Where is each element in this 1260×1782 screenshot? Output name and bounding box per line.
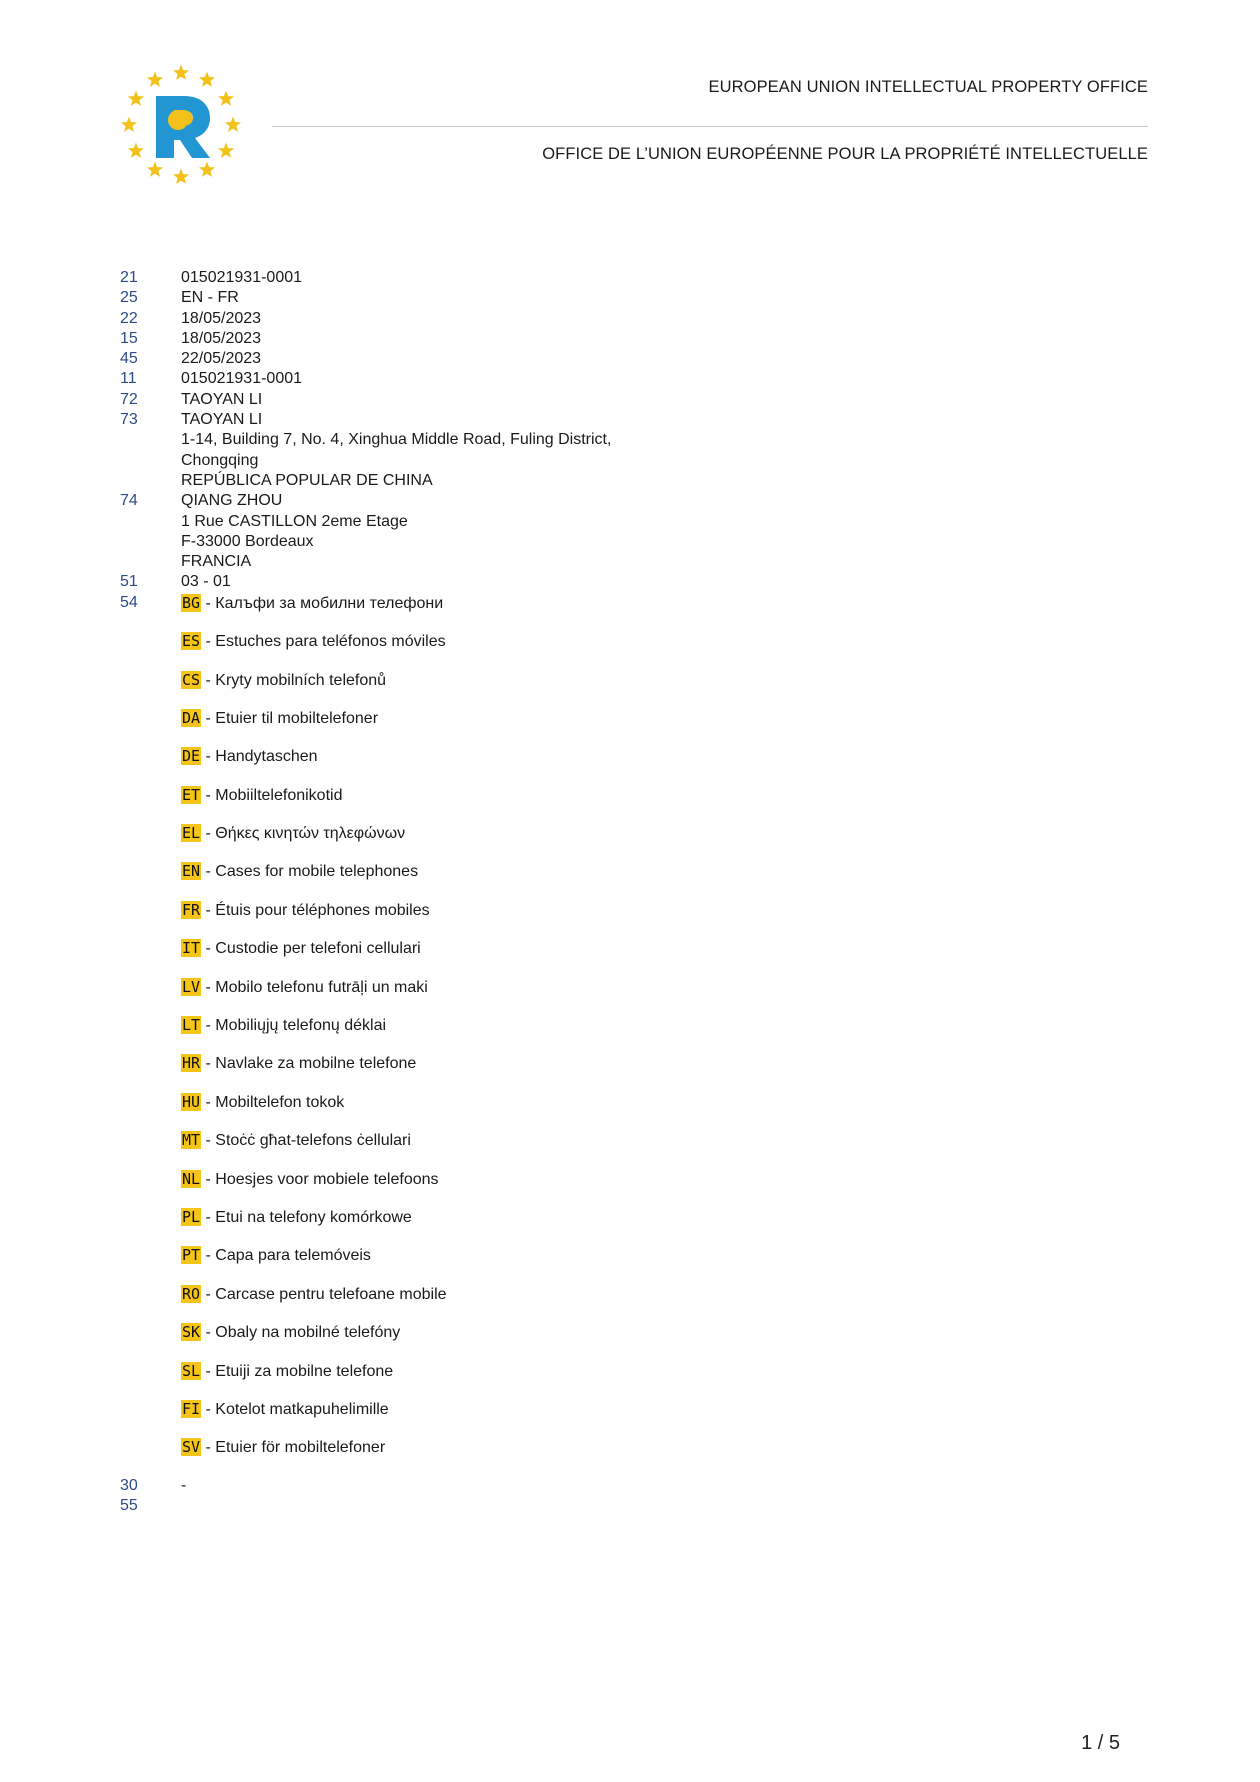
indication-section: [0, 593, 1260, 1458]
field-code: 54: [120, 593, 138, 611]
list-item: [181, 1361, 1260, 1399]
language-code-badge: SK: [182, 1323, 201, 1342]
field-value: 1-14, Building 7, No. 4, Xinghua Middle Road, Fuling District,: [181, 431, 612, 449]
field-code: 21: [120, 269, 138, 286]
field-row: [0, 572, 1260, 592]
language-code-badge: BG: [182, 593, 201, 612]
indication-text: Étuis pour téléphones mobiles: [215, 901, 430, 919]
list-item: [181, 861, 1260, 899]
separator: -: [201, 1285, 216, 1303]
list-item: [181, 1207, 1260, 1245]
field-value: 1 Rue CASTILLON 2eme Etage: [181, 512, 408, 530]
field-value: EN - FR: [181, 289, 239, 307]
field-row: [0, 329, 1260, 349]
field-value: REPÚBLICA POPULAR DE CHINA: [181, 471, 433, 489]
field-value: FRANCIA: [181, 553, 252, 571]
language-code-badge: FI: [182, 1399, 201, 1418]
field-row: [0, 268, 1260, 288]
field-row: [0, 309, 1260, 329]
language-code-badge: DA: [182, 708, 201, 727]
list-item: [181, 1015, 1260, 1053]
star-icon: [218, 143, 234, 158]
field-row: [0, 512, 1260, 532]
separator: -: [201, 1439, 216, 1457]
field-row: [0, 1476, 1260, 1496]
indication-text: Hoesjes voor mobiele telefoons: [215, 1170, 439, 1188]
field-code: 73: [120, 411, 138, 429]
indication-text: Mobiltelefon tokok: [215, 1093, 345, 1111]
indication-text: Mobiliųjų telefonų déklai: [215, 1017, 387, 1035]
separator: -: [201, 825, 216, 843]
field-row: [0, 410, 1260, 430]
star-icon: [199, 71, 215, 86]
field-value: F-33000 Bordeaux: [181, 532, 314, 550]
field-row: [0, 1496, 1260, 1516]
field-value: TAOYAN LI: [181, 390, 263, 408]
indication-text: Etuiji za mobilne telefone: [215, 1362, 394, 1380]
star-icon: [147, 162, 163, 177]
indication-text: Калъфи за мобилни телефони: [215, 594, 444, 612]
field-row: [0, 390, 1260, 410]
star-icon: [121, 117, 137, 132]
indication-text: Obaly na mobilné telefóny: [215, 1324, 401, 1342]
language-code-badge: HR: [182, 1054, 201, 1073]
star-icon: [147, 71, 163, 86]
indication-text: Etuier för mobiltelefoner: [215, 1439, 386, 1457]
field-row: [0, 491, 1260, 511]
indication-text: Cases for mobile telephones: [215, 863, 419, 881]
field-code: 45: [120, 350, 138, 368]
indication-text: Stoċċ għat-telefons ċellulari: [215, 1132, 411, 1150]
list-item: [181, 938, 1260, 976]
star-icon: [225, 117, 241, 132]
header-title-fr: OFFICE DE L’UNION EUROPÉENNE POUR LA PROPRIÉTÉ INTELLECTUELLE: [542, 145, 1148, 163]
indication-list: [181, 593, 1260, 1458]
list-item: [181, 1053, 1260, 1091]
separator: -: [201, 1362, 216, 1380]
separator: -: [201, 594, 216, 612]
star-icon: [199, 162, 215, 177]
list-item: [181, 631, 1260, 669]
field-value: 22/05/2023: [181, 350, 262, 368]
field-code: 51: [120, 573, 138, 591]
list-item: [181, 746, 1260, 784]
field-code: 22: [120, 309, 138, 327]
list-item: [181, 785, 1260, 823]
indication-text: Mobiiltelefonikotid: [215, 786, 343, 804]
indication-text: Etui na telefony komórkowe: [215, 1209, 412, 1226]
language-code-badge: EL: [182, 824, 201, 843]
separator: -: [201, 1093, 216, 1111]
list-item: [181, 977, 1260, 1015]
euipo-logo-icon: [118, 62, 244, 188]
separator: -: [201, 1017, 216, 1035]
separator: -: [201, 709, 216, 727]
separator: -: [201, 978, 216, 996]
list-item: [181, 823, 1260, 861]
field-value: 18/05/2023: [181, 329, 262, 347]
indication-text: Custodie per telefoni cellulari: [215, 940, 421, 958]
indication-text: Navlake za mobilne telefone: [215, 1055, 417, 1073]
separator: -: [201, 940, 216, 958]
indication-text: Kryty mobilních telefonů: [215, 671, 387, 689]
separator: -: [201, 1209, 216, 1226]
language-code-badge: EN: [182, 862, 201, 881]
separator: -: [201, 1132, 216, 1150]
list-item: [181, 1130, 1260, 1168]
star-icon: [218, 91, 234, 106]
list-item: [181, 708, 1260, 746]
separator: -: [201, 748, 216, 766]
separator: -: [201, 863, 216, 881]
language-code-badge: CS: [182, 670, 201, 689]
language-code-badge: LT: [182, 1016, 201, 1035]
field-row: [0, 471, 1260, 491]
field-row: [0, 349, 1260, 369]
indication-text: Carcase pentru telefoane mobile: [215, 1285, 447, 1303]
indication-text: Estuches para teléfonos móviles: [215, 633, 446, 651]
list-item: [181, 1399, 1260, 1437]
field-code: 11: [120, 370, 137, 388]
field-code: 74: [120, 492, 138, 510]
list-item: [181, 1437, 1260, 1457]
field-row: [0, 451, 1260, 471]
field-row: [0, 532, 1260, 552]
indication-text: Θήκες κινητών τηλεφώνων: [215, 825, 406, 843]
separator: -: [201, 786, 216, 804]
list-item: [181, 1169, 1260, 1207]
separator: -: [201, 1324, 216, 1342]
field-row: [0, 369, 1260, 389]
field-code: 30: [120, 1476, 138, 1494]
separator: -: [201, 671, 216, 689]
indication-text: Kotelot matkapuhelimille: [215, 1400, 389, 1418]
list-item: [181, 670, 1260, 708]
language-code-badge: LV: [182, 977, 201, 996]
header-title-en: EUROPEAN UNION INTELLECTUAL PROPERTY OFFICE: [708, 78, 1148, 96]
language-code-badge: PL: [182, 1208, 201, 1226]
separator: -: [201, 1055, 216, 1073]
separator: -: [201, 1400, 216, 1418]
language-code-badge: RO: [182, 1284, 201, 1303]
field-code: 25: [120, 289, 138, 307]
field-value: 015021931-0001: [181, 269, 303, 286]
separator: -: [201, 1170, 216, 1188]
star-icon: [128, 143, 144, 158]
list-item: [181, 1322, 1260, 1360]
indication-text: Capa para telemóveis: [215, 1247, 371, 1265]
language-code-badge: FR: [182, 900, 201, 919]
language-code-badge: ES: [182, 632, 201, 651]
language-code-badge: HU: [182, 1092, 201, 1111]
field-code: 55: [120, 1496, 138, 1514]
language-code-badge: IT: [182, 939, 201, 958]
list-item: [181, 1092, 1260, 1130]
field-value: 03 - 01: [181, 573, 231, 591]
star-icon: [128, 91, 144, 106]
language-code-badge: SV: [182, 1438, 201, 1457]
separator: -: [201, 633, 216, 651]
field-value: 18/05/2023: [181, 309, 262, 327]
field-row: [0, 552, 1260, 572]
field-code: 72: [120, 390, 138, 408]
language-code-badge: ET: [182, 785, 201, 804]
language-code-badge: SL: [182, 1361, 201, 1380]
list-item: [181, 1245, 1260, 1283]
field-row: [0, 430, 1260, 450]
star-icon: [173, 169, 189, 184]
language-code-badge: PT: [182, 1246, 201, 1265]
field-value: TAOYAN LI: [181, 411, 263, 429]
list-item: [181, 593, 1260, 631]
page-number: 1 / 5: [1081, 1732, 1120, 1754]
field-value: QIANG ZHOU: [181, 492, 283, 510]
indication-text: Mobilo telefonu futrāļi un maki: [215, 978, 428, 996]
record-fields: [0, 268, 1260, 1516]
star-icon: [173, 65, 189, 80]
language-code-badge: DE: [182, 747, 201, 766]
separator: -: [201, 1247, 216, 1265]
list-item: [181, 1284, 1260, 1322]
field-row: [0, 288, 1260, 308]
field-code: 15: [120, 329, 138, 347]
field-value: 015021931-0001: [181, 370, 303, 388]
indication-text: Etuier til mobiltelefoner: [215, 709, 379, 727]
field-value: Chongqing: [181, 451, 259, 469]
field-value: -: [181, 1476, 187, 1494]
header-divider: [272, 126, 1148, 127]
language-code-badge: NL: [182, 1169, 201, 1188]
indication-text: Handytaschen: [215, 748, 318, 766]
language-code-badge: MT: [182, 1131, 201, 1150]
list-item: [181, 900, 1260, 938]
separator: -: [201, 901, 216, 919]
